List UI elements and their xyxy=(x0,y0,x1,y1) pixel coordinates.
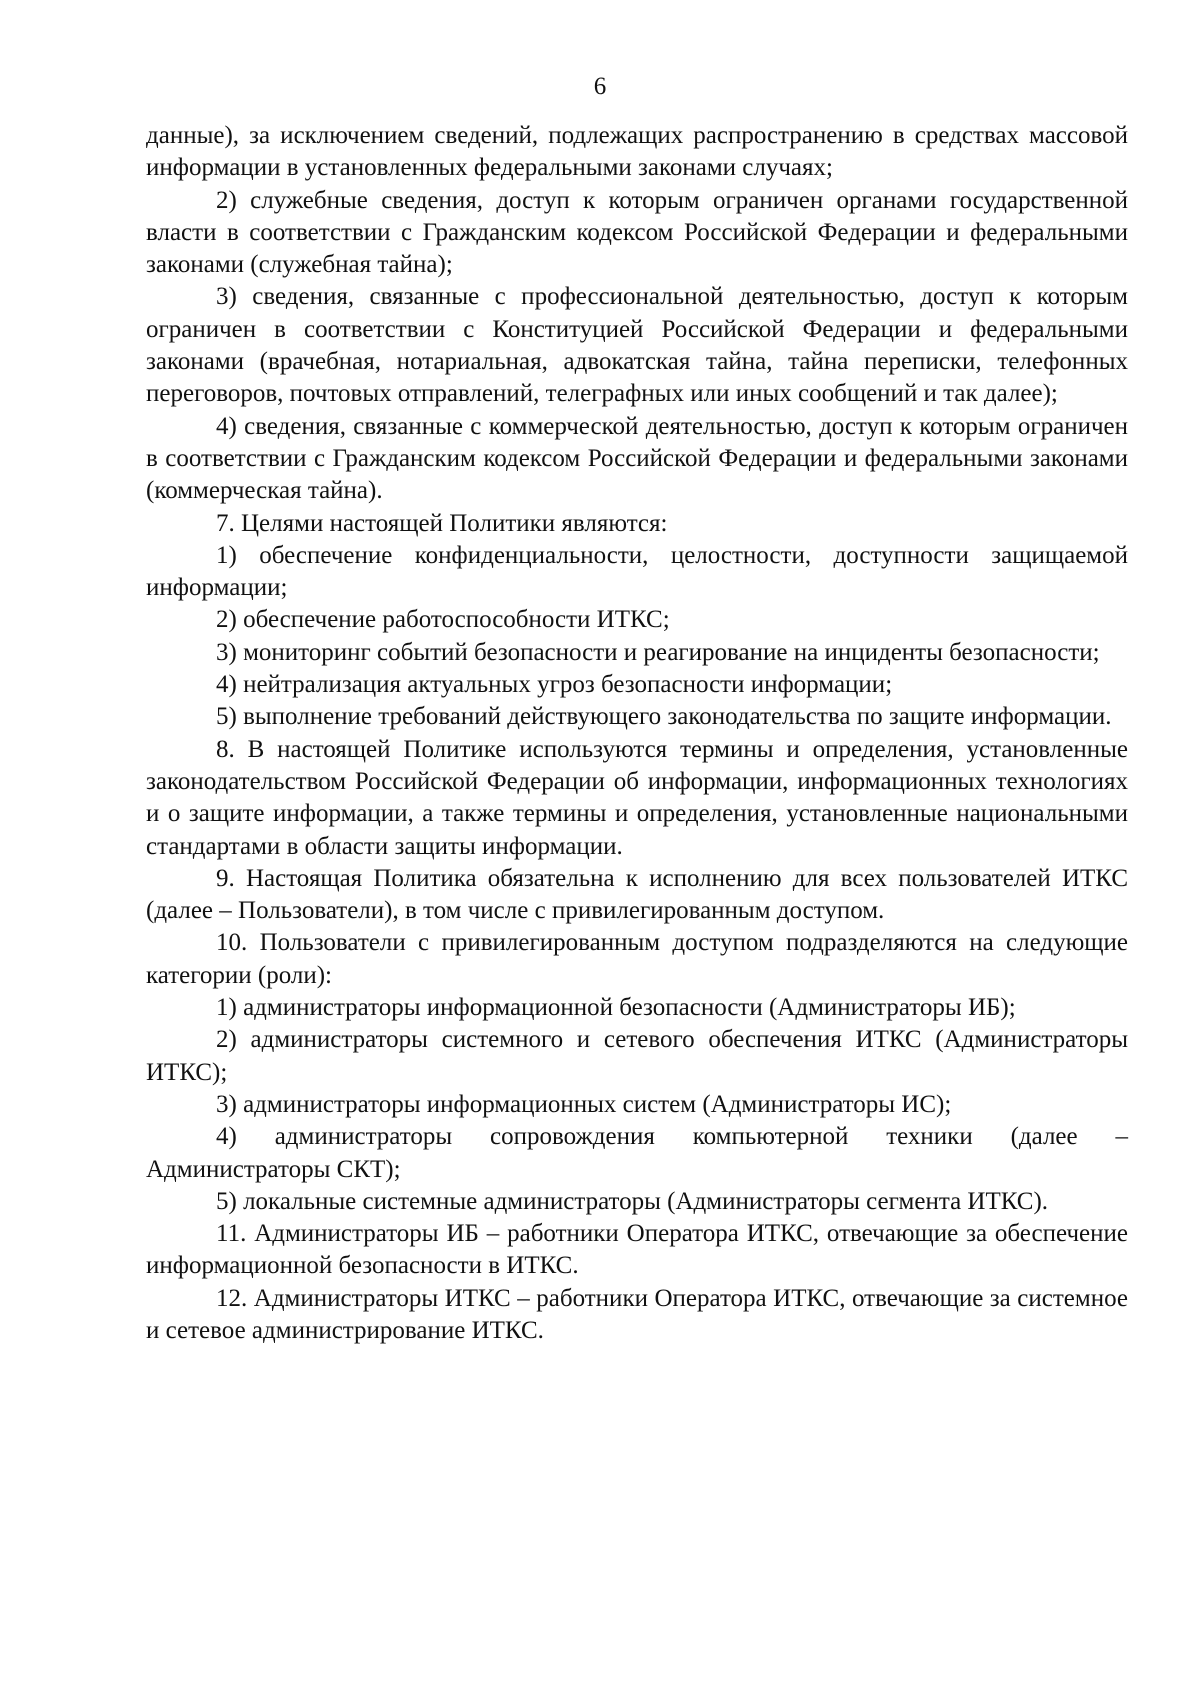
paragraph-section-10-roles: 10. Пользователи с привилегированным доступом подразделяются на следующие категории (роли): xyxy=(146,929,1128,989)
paragraph-role-3: 3) администраторы информационных систем (Администраторы ИС); xyxy=(216,1090,952,1118)
paragraph-section-12-itks-admins: 12. Администраторы ИТКС – работники Оператора ИТКС, отвечающие за системное и сетевое администрирование ИТКС. xyxy=(146,1284,1128,1344)
paragraph-item-3-professional-info: 3) сведения, связанные с профессиональной деятельностью, доступ к которым ограничен в соответствии с Конституцией Российской Федерации и федеральными законами (врачебная, нотариальная, адвокатская тайна, тайна переписки, телефонных переговоров, почтовых отправлений, телеграфных или иных сообщений и так далее); xyxy=(146,283,1128,408)
paragraph-section-9-obligation: 9. Настоящая Политика обязательна к исполнению для всех пользователей ИТКС (далее – Пользователи), в том числе с привилегированным доступом. xyxy=(146,864,1128,925)
paragraph-role-4: 4) администраторы сопровождения компьютерной техники (далее – Администраторы СКТ); xyxy=(146,1123,1128,1183)
paragraph-goal-2: 2) обеспечение работоспособности ИТКС; xyxy=(216,606,670,634)
paragraph-goal-5: 5) выполнение требований действующего законодательства по защите информации. xyxy=(216,703,1112,731)
paragraph-role-5: 5) локальные системные администраторы (Администраторы сегмента ИТКС). xyxy=(216,1187,1049,1215)
paragraph-goal-4: 4) нейтрализация актуальных угроз безопасности информации; xyxy=(216,671,893,699)
paragraph-item-2-service-info: 2) служебные сведения, доступ к которым ограничен органами государственной власти в соответствии с Гражданским кодексом Российской Федерации и федеральными законами (служебная тайна); xyxy=(146,186,1128,279)
paragraph-section-7-goals: 7. Целями настоящей Политики являются: xyxy=(216,509,668,537)
document-body xyxy=(146,120,1128,1347)
paragraph-role-1: 1) администраторы информационной безопасности (Администраторы ИБ); xyxy=(216,994,1016,1022)
paragraph-section-8-terms: 8. В настоящей Политике используются термины и определения, установленные законодательством Российской Федерации об информации, информационных технологиях и о защите информации, а также термины и определения, установленные национальными стандартами в области защиты информации. xyxy=(146,735,1128,860)
page-number: 6 xyxy=(593,73,607,100)
paragraph-role-2: 2) администраторы системного и сетевого обеспечения ИТКС (Администраторы ИТКС); xyxy=(146,1026,1128,1086)
paragraph-goal-1: 1) обеспечение конфиденциальности, целостности, доступности защищаемой информации; xyxy=(146,541,1128,602)
paragraph-section-11-ib-admins: 11. Администраторы ИБ – работники Оператора ИТКС, отвечающие за обеспечение информационной безопасности в ИТКС. xyxy=(146,1220,1128,1280)
paragraph-goal-3: 3) мониторинг событий безопасности и реагирование на инциденты безопасности; xyxy=(216,638,1100,666)
paragraph-continuation: данные), за исключением сведений, подлежащих распространению в средствах массовой информации в установленных федеральными законами случаях; xyxy=(146,122,1128,182)
paragraph-item-4-commercial-info: 4) сведения, связанные с коммерческой деятельностью, доступ к которым ограничен в соответствии с Гражданским кодексом Российской Федерации и федеральными законами (коммерческая тайна). xyxy=(146,412,1128,505)
